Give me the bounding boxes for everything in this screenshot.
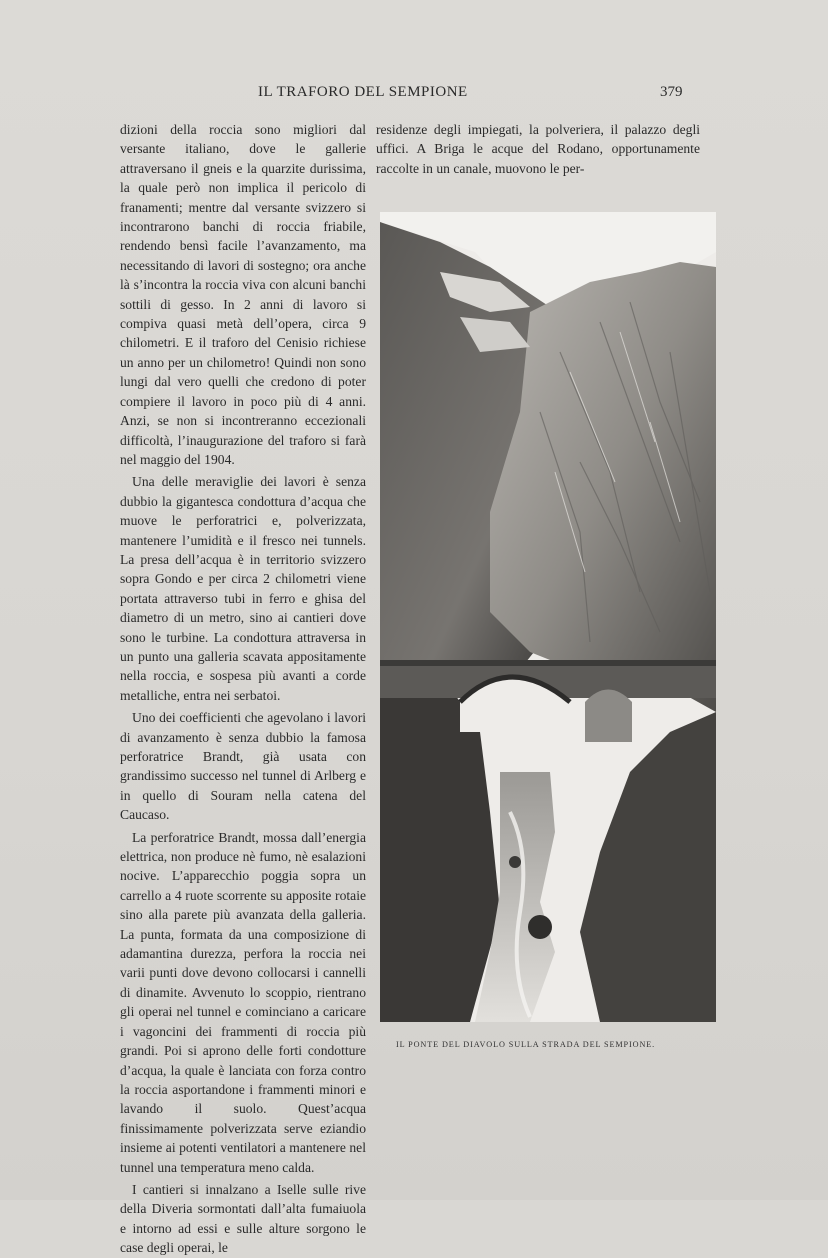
page-number: 379 — [660, 84, 683, 100]
left-text-column — [120, 120, 366, 1258]
figure-caption: IL PONTE DEL DIAVOLO SULLA STRADA DEL SEMPIONE. — [396, 1040, 656, 1049]
gorge-photo-illustration — [380, 212, 716, 1022]
paragraph: residenze degli impiegati, la polveriera, il palazzo degli uffici. A Briga le acque del Rodano, opportunamente raccolte in un canale, muovono le per- — [376, 122, 700, 176]
paragraph: I cantieri si innalzano a Iselle sulle rive della Diveria sormontati dall’alta fumaiuola e intorno ad essi e sulle alture sorgono le case degli operai, le — [120, 1181, 366, 1256]
paragraph: La perforatrice Brandt, mossa dall’energia elettrica, non produce nè fumo, nè esalazioni nocive. L’apparecchio poggia sopra un carrello a 4 ruote scorrente su apposite rotaie sino alla parete più avanzata della galleria. La punta, formata da una composizione di adamantina durezza, perfora la roccia nei varii punti dove devono collocarsi i cannelli di dinamite. Avvenuto lo scoppio, rientrano gli operai nel tunnel e cominciano a caricare i vagoncini dei frammenti di roccia più grandi. Poi si aprono delle forti condotture d’acqua, la quale è lanciata con forza contro la roccia asportandone i frammenti minori e lavando il suolo. Quest’acqua finissimamente polverizzata serve eziandio insieme ai potenti ventilatori a mantenere nel tunnel una temperatura meno calda. — [120, 829, 366, 1175]
right-text-column — [376, 120, 700, 178]
gorge-bridge-photograph — [380, 212, 716, 1022]
paragraph: dizioni della roccia sono migliori dal versante italiano, dove le gallerie attraversano il gneis e la quarzite durissima, la quale però non implica il pericolo di franamenti; mentre dal versante svizzero si incontrarono banchi di roccia friabile, rendendo bensì facile l’avanzamento, ma necessitando di lavori di sostegno; ora anche là s’incontra la roccia viva con alcuni banchi sottili di gesso. In 2 anni di lavoro si compiva quasi metà dell’opera, circa 9 chilometri. E il traforo del Cenisio richiese un anno per un chilometro! Quindi non sono lungi dal vero quelli che credono di poter compiere il lavoro in poco più di 4 anni. Anzi, se non si incontreranno eccezionali difficoltà, l’inaugurazione del traforo si farà nel maggio del 1904. — [120, 122, 366, 467]
running-header-title: IL TRAFORO DEL SEMPIONE — [258, 84, 468, 100]
paragraph: Una delle meraviglie dei lavori è senza dubbio la gigantesca condottura d’acqua che muove le perforatrici e, polverizzata, mantenere l’umidità e il fresco nei tunnels. La presa dell’acqua è in territorio svizzero sopra Gondo e per circa 2 chilometri viene portata attraverso tubi in ferro e ghisa del diametro di un metro, sino ai cantieri dove sono le turbine. La condottura attraversa in un punto una galleria scavata appositamente nella roccia, e sospesa più avanti a corde metalliche, entra nei serbatoi. — [120, 474, 366, 703]
paragraph: Uno dei coefficienti che agevolano i lavori di avanzamento è senza dubbio la famosa perforatrice Brandt, già usata con grandissimo successo nel tunnel di Arlberg e in quello di Souram nella catena del Caucaso. — [120, 710, 366, 823]
